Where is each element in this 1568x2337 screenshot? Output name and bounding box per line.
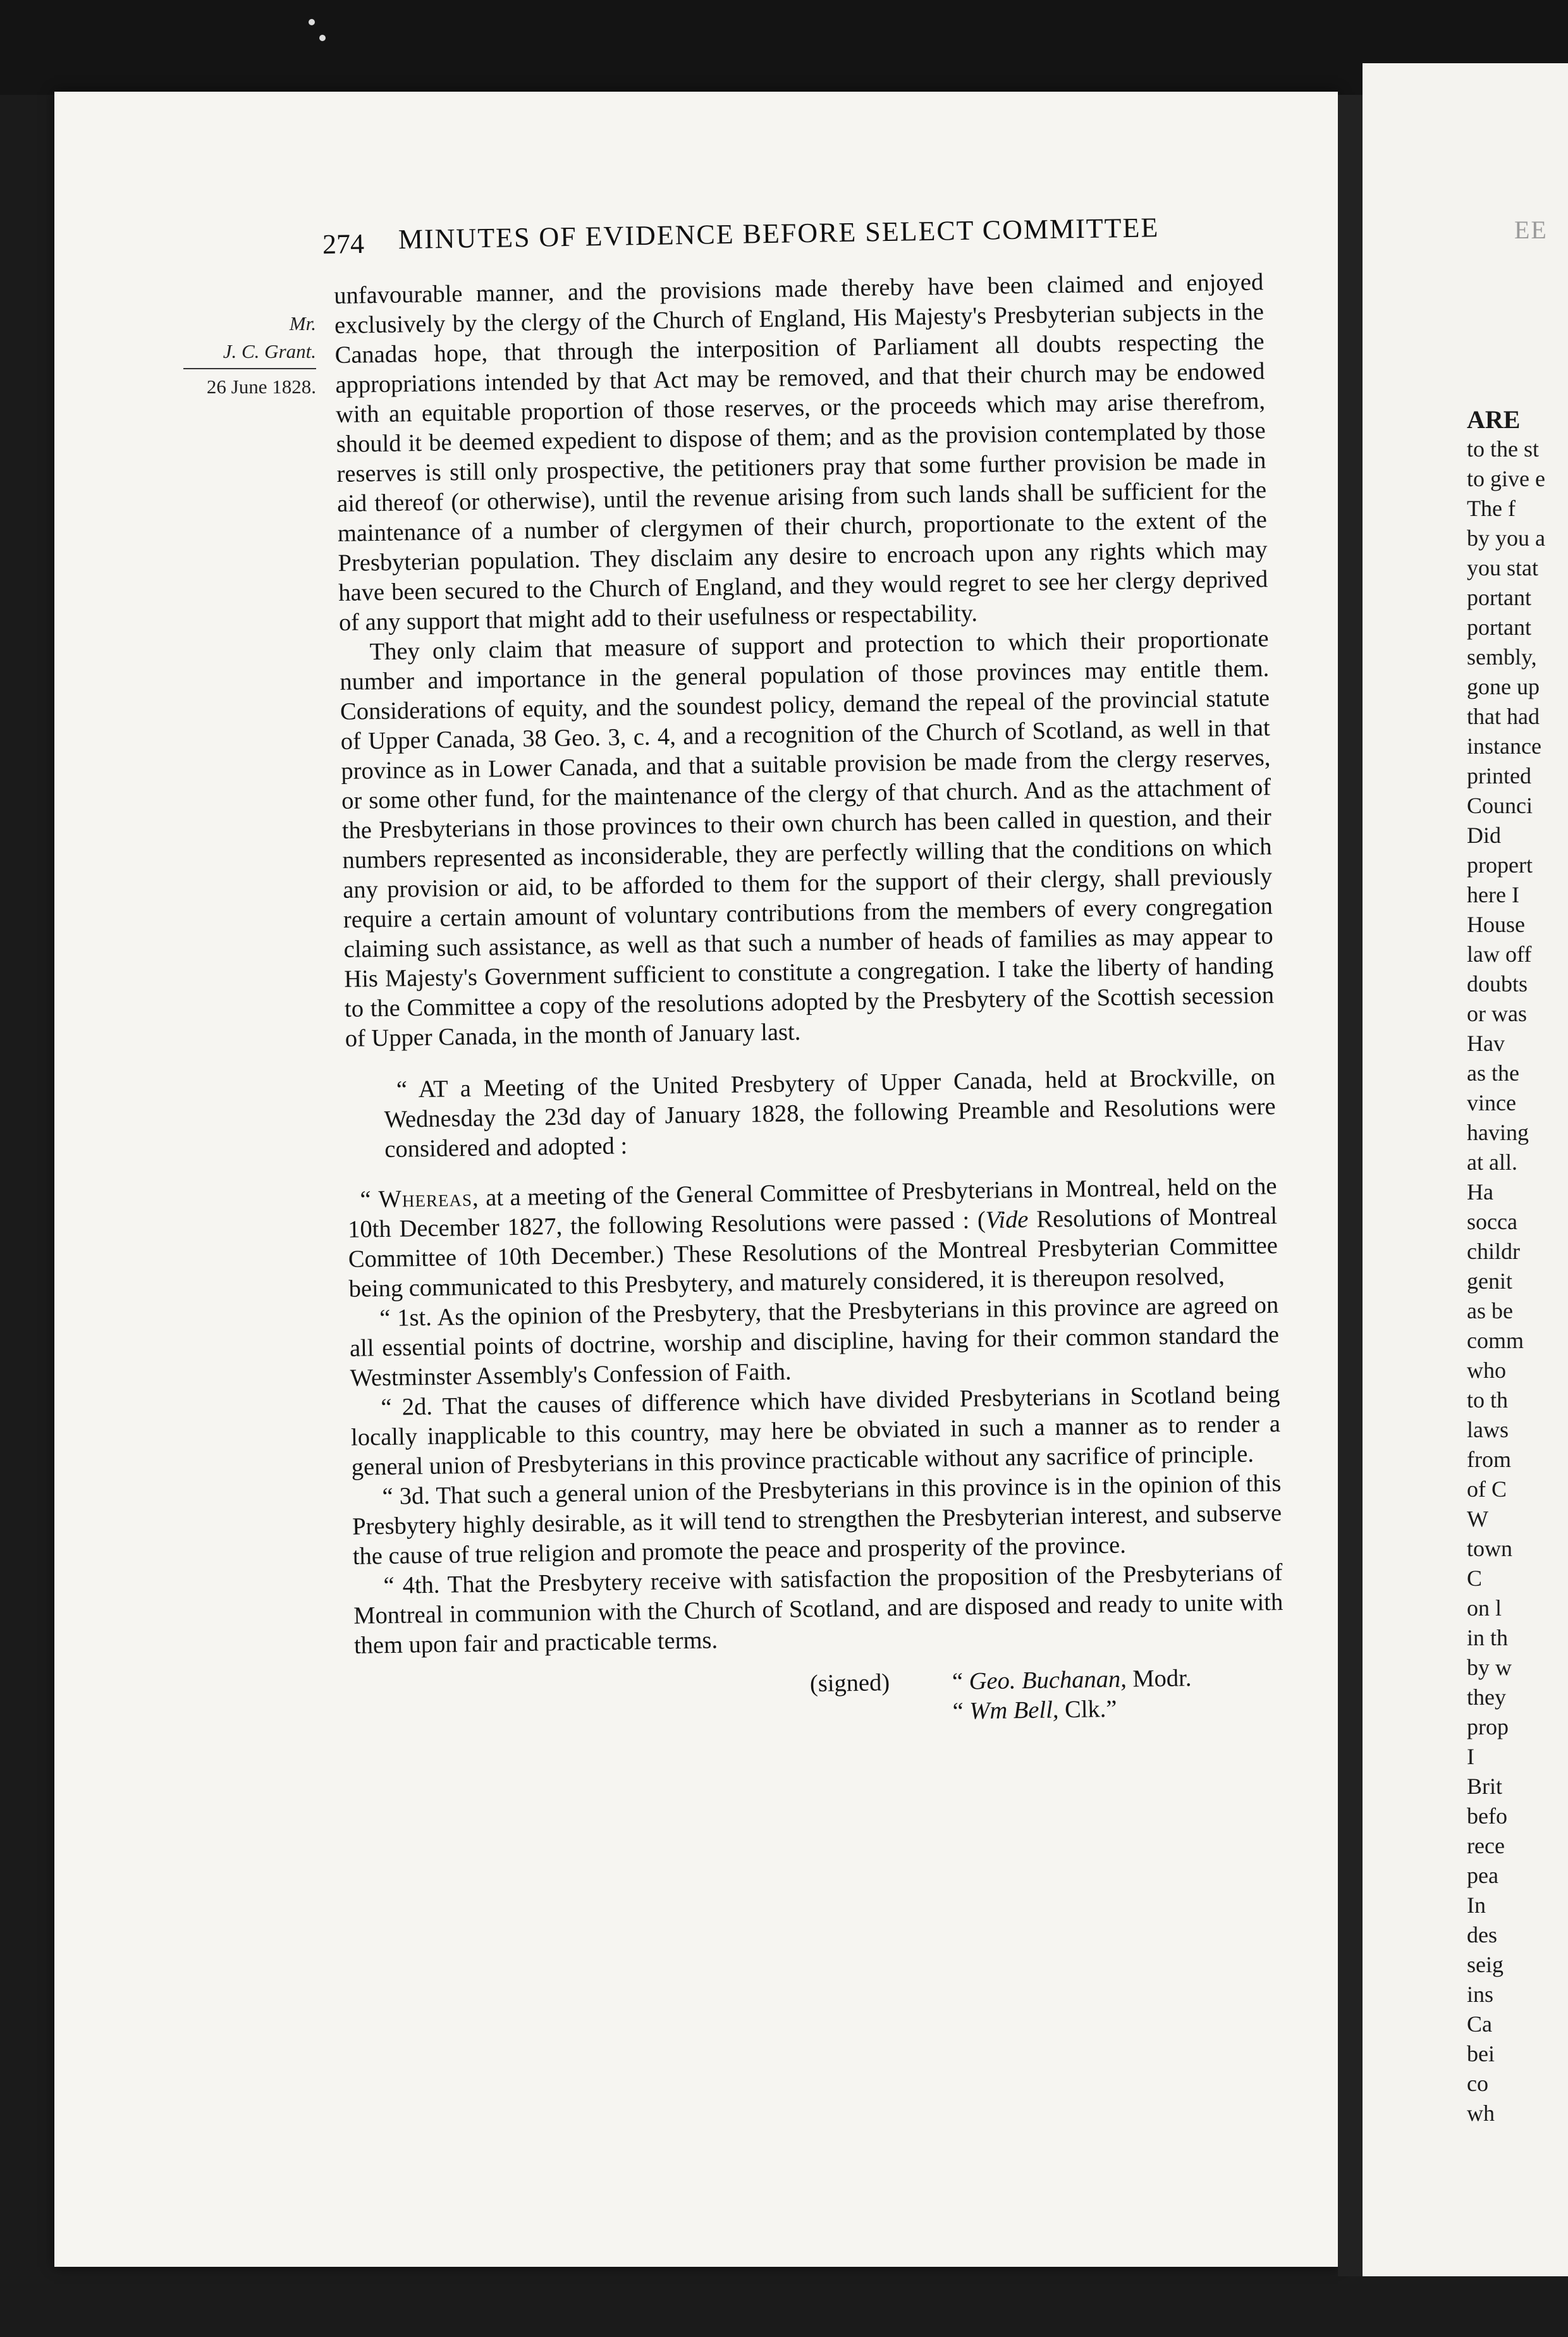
main-text (334, 267, 1285, 1739)
right-page-line: portant (1467, 585, 1531, 610)
resolution-1: “ 1st. As the opinion of the Presbytery, that the Presbyterians in this province are agreed on all essential points of doctrine, worship and discipline, having for their common standard the Westminster Assembly's Confession of Faith. (349, 1292, 1280, 1392)
scan-speck (309, 19, 315, 25)
running-head: MINUTES OF EVIDENCE BEFORE SELECT COMMITTEE (398, 212, 1160, 255)
right-page-line: of C (1467, 1476, 1507, 1502)
right-page-line: genit (1467, 1268, 1512, 1294)
right-page-line: laws (1467, 1417, 1509, 1442)
right-page-line: House (1467, 912, 1525, 937)
right-page-line: socca (1467, 1209, 1517, 1234)
right-page-line: by w (1467, 1655, 1512, 1680)
resolution-2: “ 2d. That the causes of difference which have divided Presbyterians in Scotland being locally inapplicable to this country, may here be obviated in such a manner as to render a general union of Presbyterians in this province practicable without any sacrifice of principle. (350, 1380, 1281, 1481)
sig1-role: Modr. (1126, 1665, 1192, 1693)
right-page-line: pea (1467, 1863, 1498, 1888)
whereas-lead: “ Whereas, (360, 1184, 479, 1213)
right-page-line: Ha (1467, 1179, 1493, 1205)
right-page-line: printed (1467, 763, 1531, 788)
right-page-line: propert (1467, 852, 1533, 878)
right-page-line: The f (1467, 496, 1516, 521)
signatory-clerk (952, 1695, 1117, 1727)
right-page-line: at all. (1467, 1150, 1517, 1175)
paragraph-continuation: unfavourable manner, and the provisions made thereby have been claimed and enjoyed exclusively by the clergy of the Church of England, His Majesty's Presbyterian subjects in the Canadas hope, that through the interposition of Parliament all doubts respecting the appropriations intended by that Act may be removed, and that their church may be endowed with an equitable proportion of those reserves, or the proceeds which may arise therefrom, should it be deemed expedient to dispose of them; and as the provision contemplated by those reserves is still only prospective, the petitioners pray that some further provision be made in aid thereof (or otherwise), until the revenue arising from such lands shall be sufficient for the maintenance of a number of clergymen of their church, proportionate to the extent of the Presbyterian population. They disclaim any desire to encroach upon any rights which may have been secured to the Church of England, and they would regret to see her clergy deprived of any support that might add to their usefulness or respectability. (334, 269, 1268, 636)
right-page-line: In (1467, 1892, 1486, 1918)
right-page-line: instance (1467, 733, 1541, 759)
right-page-line: prop (1467, 1714, 1509, 1739)
right-page-line: ins (1467, 1982, 1494, 2007)
margin-rule (183, 368, 316, 369)
meeting-preamble: “ AT a Meeting of the United Presbytery of Upper Canada, held at Brockville, on Wednesday the 23d day of January 1828, the following Preamble and Resolutions were considered and adopted : (384, 1064, 1276, 1163)
right-page-line: gone up (1467, 674, 1540, 699)
right-page-line: Counci (1467, 793, 1533, 818)
right-page-line: to th (1467, 1387, 1509, 1413)
sig1-name: Geo. Buchanan, (969, 1665, 1127, 1695)
right-page-line: portant (1467, 615, 1531, 640)
scan-speck (319, 35, 326, 41)
right-page-line: vince (1467, 1090, 1516, 1115)
sig2-name: Wm Bell, (969, 1696, 1059, 1725)
margin-date: 26 June 1828. (206, 376, 316, 398)
right-page-line: that had (1467, 704, 1540, 729)
right-page-line: co (1467, 2071, 1488, 2096)
right-page-line: as be (1467, 1298, 1513, 1323)
right-page-line: to give e (1467, 466, 1545, 491)
right-page-line: Brit (1467, 1774, 1503, 1799)
right-page-line: from (1467, 1447, 1511, 1472)
right-page-line: comm (1467, 1328, 1524, 1353)
witness-name: J. C. Grant. (223, 340, 316, 362)
right-page-line: in th (1467, 1625, 1509, 1650)
right-page-line: you stat (1467, 555, 1538, 580)
right-page-line: as the (1467, 1060, 1519, 1086)
margin-note (158, 310, 316, 401)
right-page-line: bei (1467, 2041, 1495, 2066)
right-page-line: W (1467, 1506, 1488, 1531)
signatory-moderator (952, 1664, 1192, 1697)
right-page-faint-header: EE (1514, 216, 1548, 244)
right-page-line: ARE (1467, 405, 1521, 434)
signed-label: (signed) (809, 1669, 890, 1698)
right-page-line: I (1467, 1744, 1474, 1769)
right-page-text (1467, 405, 1568, 2128)
right-page-line: rece (1467, 1833, 1505, 1858)
right-page-line: doubts (1467, 971, 1528, 997)
right-page-line: by you a (1467, 525, 1545, 551)
right-page-line: befo (1467, 1803, 1507, 1829)
right-page-line: Ca (1467, 2011, 1492, 2037)
sig1-quote: “ (952, 1668, 969, 1695)
resolution-4: “ 4th. That the Presbytery receive with satisfaction the proposition of the Presbyterians of Montreal in communion with the Church of Scotland, and are disposed and ready to unite with them upon fair and practicable terms. (353, 1559, 1283, 1659)
paragraph-claim: They only claim that measure of support and protection to which their proportionate number and importance in the general population of those provinces may entitle them. Considerations of equity, and the soundest policy, demand the repeal of the provincial statute of Upper Canada, 38 Geo. 3, c. 4, and a recognition of the Church of Scotland, as well in that province as in Lower Canada, and that a suitable provision be made from the clergy reserves, or some other fund, for the maintenance of the clergy of that church. And as the attachment of the Presbyterians in those provinces to their own church has been called in question, and their numbers represented as inconsiderable, they are perfectly willing that the conditions on which any provision or aid, to be afforded to them for the support of their clergy, shall previously require a certain amount of voluntary contributions from the members of every congregation claiming such assistance, as well as that such a number of heads of families as may appear to His Majesty's Government sufficient to constitute a congregation. I take the liberty of handing to the Committee a copy of the resolutions adopted by the Presbytery of the Scottish secession of Upper Canada, in the month of January last. (340, 625, 1275, 1052)
right-page-line: or was (1467, 1001, 1527, 1026)
right-page-line: Hav (1467, 1031, 1505, 1056)
whereas-text-b: Resolutions of Montreal Committee of 10th December.) These Resolutions of the Montreal Presbyterian Committee being communicated to this Presbytery, and maturely considered, it is thereupon resolved, (348, 1203, 1278, 1303)
right-page-line: on l (1467, 1595, 1502, 1621)
right-page-line: having (1467, 1120, 1529, 1145)
scan-background (0, 0, 1568, 95)
page-number: 274 (322, 228, 365, 260)
sig2-role: Clk.” (1058, 1695, 1117, 1724)
right-page-line: seig (1467, 1952, 1504, 1977)
right-page-line: childr (1467, 1239, 1520, 1264)
sig2-quote: “ (952, 1698, 970, 1725)
whereas-paragraph (347, 1172, 1278, 1304)
witness-title: Mr. (289, 312, 316, 334)
right-page-line: town (1467, 1536, 1512, 1561)
book-gutter (1338, 95, 1363, 2276)
right-page-line: law off (1467, 942, 1532, 967)
resolution-3: “ 3d. That such a general union of the Presbyterians in this province is in the opinion of this Presbytery highly desirable, as it will tend to strengthen the Presbyterian interest, and subserve the cause of true religion and promote the peace and prosperity of the province. (352, 1469, 1282, 1570)
right-page-line: Did (1467, 823, 1501, 848)
right-page-line: who (1467, 1358, 1506, 1383)
right-page-line: they (1467, 1684, 1506, 1710)
right-page-line: sembly, (1467, 644, 1537, 670)
right-page-line: wh (1467, 2101, 1495, 2126)
whereas-vide: Vide (985, 1206, 1029, 1234)
right-page-line: here I (1467, 882, 1519, 907)
right-page-line: to the st (1467, 436, 1539, 462)
right-page-line: des (1467, 1922, 1497, 1947)
whereas-text-a: at a meeting of the General Committee of Presbyterians in Montreal, held on the 10th December 1827, the following Resolutions were passed : ( (347, 1173, 1277, 1243)
right-page-line: C (1467, 1566, 1483, 1591)
